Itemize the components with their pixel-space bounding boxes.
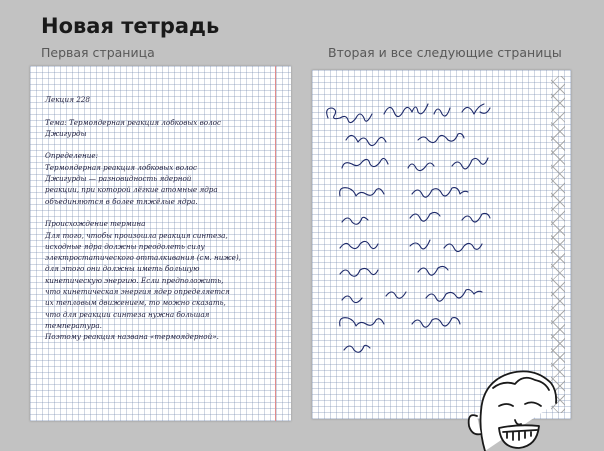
handwritten-line: для этого они должны иметь большую bbox=[45, 264, 200, 274]
first-notebook-page bbox=[30, 66, 291, 421]
handwritten-line: реакции, при которой лёгкие атомные ядра bbox=[45, 185, 218, 195]
handwritten-line bbox=[45, 139, 241, 150]
page-title: Новая тетрадь bbox=[41, 14, 220, 38]
handwritten-line: Происхождение термина bbox=[45, 219, 146, 229]
handwritten-line: исходные ядра должны преодолеть силу bbox=[45, 241, 205, 251]
laughing-meme-face-icon bbox=[463, 366, 558, 451]
handwritten-line: электростатического отталкивания (см. ниже), bbox=[45, 253, 241, 263]
handwritten-line: объединяются в более тяжёлые ядра. bbox=[45, 196, 198, 206]
handwritten-line: что кинетическая энергия ядер определяется bbox=[45, 287, 230, 297]
handwritten-line bbox=[45, 207, 241, 218]
handwritten-line: Поэтому реакция названа «термоядерной». bbox=[45, 332, 219, 342]
handwritten-line: Джигурды bbox=[45, 128, 87, 138]
handwritten-lecture bbox=[45, 94, 241, 343]
scribble-handwriting bbox=[322, 88, 517, 353]
margin-line bbox=[275, 66, 276, 421]
handwritten-line: их тепловым движением, то можно сказать, bbox=[45, 298, 226, 308]
handwritten-line: Тема: Термоядерная реакция лобковых волос bbox=[45, 117, 222, 127]
handwritten-line: Термоядерная реакция лобковых волос bbox=[45, 162, 198, 172]
handwritten-line: кинетическую энергию. Если предположить, bbox=[45, 275, 224, 285]
handwritten-line: температура. bbox=[45, 320, 102, 330]
handwritten-line: что для реакции синтеза нужна большая bbox=[45, 309, 210, 319]
handwritten-line: Определение: bbox=[45, 151, 99, 161]
next-pages-label: Вторая и все следующие страницы bbox=[328, 45, 562, 60]
spiral-binding-icon bbox=[551, 76, 565, 413]
handwritten-line: Лекция 228 bbox=[45, 95, 90, 104]
handwritten-line: Джигурды — разновидность ядерной bbox=[45, 174, 192, 184]
first-page-label: Первая страница bbox=[41, 45, 155, 60]
handwritten-line bbox=[45, 105, 241, 116]
handwritten-line: Для того, чтобы произошла реакция синтеза, bbox=[45, 230, 228, 240]
